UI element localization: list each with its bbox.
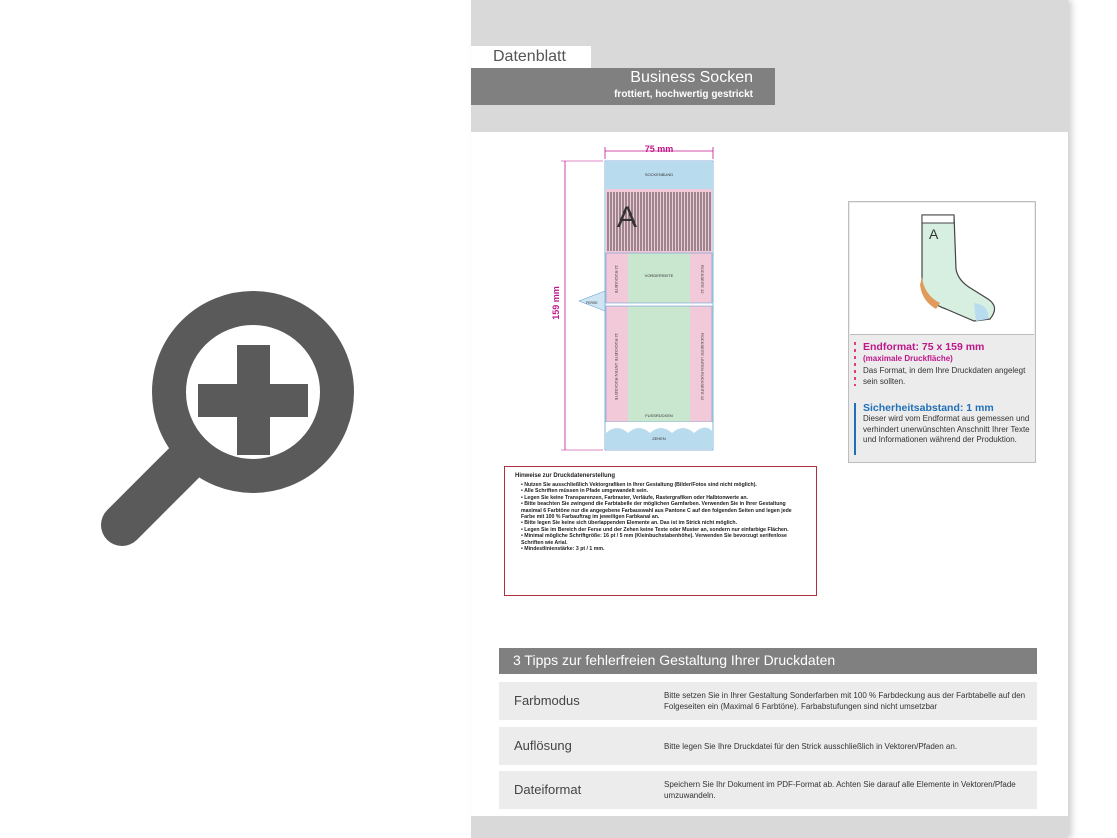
print-note-item: • Minimal mögliche Schriftgröße: 16 pt / 5 mm (Kleinbuchstabenhöhe). Verwenden Sie bevorzugt serifenlose Schriften wie Arial. [521,533,806,546]
format-subtitle: (maximale Druckfläche) [863,354,953,363]
side-right-long-label: RÜCKSEITE UNTEN RÜCKSEITE 12 [700,333,705,401]
format-info-box [848,201,1036,463]
heel-label: FERSE [586,301,598,305]
side-left-top-label: 12 RÜCKSEITE [614,265,619,294]
side-right-top-label: RÜCKSEITE 12 [700,265,705,294]
print-note-item: • Legen Sie keine Transparenzen, Farbraster, Verläufe, Rastergrafiken oder Halbtonwerte an. [521,495,806,501]
tips-heading: 3 Tipps zur fehlerfreien Gestaltung Ihrer Druckdaten [513,652,836,668]
print-note-item: • Legen Sie im Bereich der Ferse und der Zehen keine Texte oder Muster an, sondern nur einfarbige Flächen. [521,527,806,533]
toe-label: ZEHEN [652,436,666,441]
product-title: Business Socken [630,69,753,86]
tip-label: Auflösung [514,738,572,753]
format-title: Endformat: 75 x 159 mm [863,341,985,353]
sheet-footer-band [471,816,1068,838]
print-note-item: • Nutzen Sie ausschließlich Vektorgrafiken in Ihrer Gestaltung (Bilder/Fotos sind nicht möglich). [521,482,806,488]
cuff-label: SOCKENBUND [644,172,674,177]
sole-label: FUSSRÜCKEN [645,413,673,418]
datasheet-tab-label: Datenblatt [493,48,566,65]
front-label: VORDERSEITE [644,273,674,278]
print-note-item: • Bitte beachten Sie zwingend die Farbtabelle der möglichen Garnfarben. Verwenden Sie in Ihrer Gestaltung maximal 6 Farbtöne nur die angegebene Farbauswahl aus Pantone C auf den folgenden Seiten und legen jede Farbe mit 100 % Farbauftrag im jeweiligen Farbkanal an. [521,501,806,520]
width-dimension-label: 75 mm [644,144,674,154]
sock-template-diagram [551,143,735,455]
tip-row-file-format [499,771,1037,809]
product-subtitle: frottiert, hochwertig gestrickt [614,89,753,100]
safety-title: Sicherheitsabstand: 1 mm [863,402,994,414]
side-left-long-label: 12 RÜCKSEITE UNTEN RÜCKSEITE [614,333,619,401]
front-zone [628,253,690,303]
sock-preview-image [850,203,1034,335]
product-banner [471,68,775,105]
datasheet-page [471,0,1068,838]
safety-description: Dieser wird vom Endformat aus gemessen und verhindert unerwünschten Anschnitt Ihrer Texte und Informationen während der Produktion. [863,414,1030,444]
sock-cuff [922,215,954,223]
print-note-item: • Alle Schriften müssen in Pfade umgewandelt sein. [521,488,806,494]
tips-header [499,648,1037,674]
tip-row-resolution [499,727,1037,765]
format-marker [854,342,856,386]
sole-zone [628,306,690,422]
print-notes-box [504,466,817,596]
print-note-item: • Mindestlinienstärke: 3 pt / 1 mm. [521,546,806,552]
format-description: Das Format, in dem Ihre Druckdaten angelegt sein sollten. [863,366,1026,386]
tip-label: Farbmodus [514,693,580,708]
sock-sample-letter: A [929,226,939,242]
tip-text: Speichern Sie Ihr Dokument im PDF-Format ab. Achten Sie darauf alle Elemente in Vektoren/Pfade umzuwandeln. [664,780,1016,800]
tip-label: Dateiformat [514,782,582,797]
datasheet-tab [471,46,591,68]
tip-text: Bitte legen Sie Ihre Druckdatei für den Strick ausschließlich in Vektoren/Pfaden an. [664,742,958,751]
tip-row-color-mode [499,682,1037,720]
print-note-item: • Bitte legen Sie keine sich überlappenden Elemente an. Das ist im Strick nicht möglich. [521,520,806,526]
print-notes-heading: Hinweise zur Druckdatenerstellung [515,473,616,479]
zoom-in-icon[interactable] [100,285,360,555]
safety-marker [854,403,856,455]
height-dimension-label: 159 mm [551,286,561,320]
sample-letter: A [617,201,638,234]
tip-text: Bitte setzen Sie in Ihrer Gestaltung Sonderfarben mit 100 % Farbdeckung aus der Farbtabelle auf den Folgeseiten ein (Maximal 6 Farbtöne). Farbabstufungen sind nicht umsetzbar [664,691,1026,711]
